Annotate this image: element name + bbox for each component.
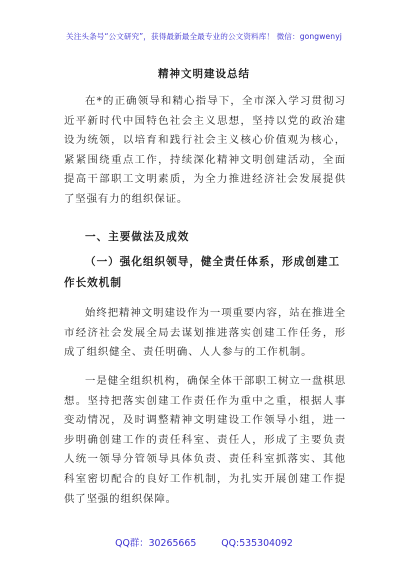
- document-title: 精神文明建设总结: [158, 68, 250, 80]
- header-banner: 关注头条号“公文研究”，获得最新最全最专业的公文资料库！ 微信：gongwenyj: [66, 32, 342, 41]
- section-heading: 一、主要做法及成效: [85, 231, 190, 243]
- qq-group-number: QQ群：30265665: [115, 538, 197, 549]
- footer-contacts: [0, 535, 408, 549]
- body-paragraph-1: 始终把精神文明建设作为一项重要内容，站在推进全市经济社会发展全局去谋划推进落实创建工作任务，形成了组织健全、责任明确、人人参与的工作机制。: [64, 307, 346, 359]
- body-paragraph-2: 一是健全组织机构，确保全体干部职工树立一盘棋思想。坚持把落实创建工作责任作为重中之重，根据人事变动情况，及时调整精神文明建设工作领导小组，进一步明确创建工作的责任科室、责任人，形成了主要负责人统一领导分管领导具体负责、责任科室抓落实、其他科室密切配合的良好工作机制，为扎实开展创建工作提供了坚强的组织保障。: [64, 375, 346, 505]
- sub-heading: （一）强化组织领导，健全责任体系，形成创建工作长效机制: [64, 256, 341, 289]
- intro-paragraph: 在*的正确领导和精心指导下，全市深入学习贯彻习近平新时代中国特色社会主义思想，坚持以党的政治建设为统领，以培育和践行社会主义核心价值观为核心，紧紧围绕重点工作，持续深化精神文明创建活动，全面提高干部职工文明素质，为全力推进经济社会发展提供了坚强有力的组织保证。: [64, 95, 346, 205]
- qq-number: QQ:535304092: [221, 538, 293, 549]
